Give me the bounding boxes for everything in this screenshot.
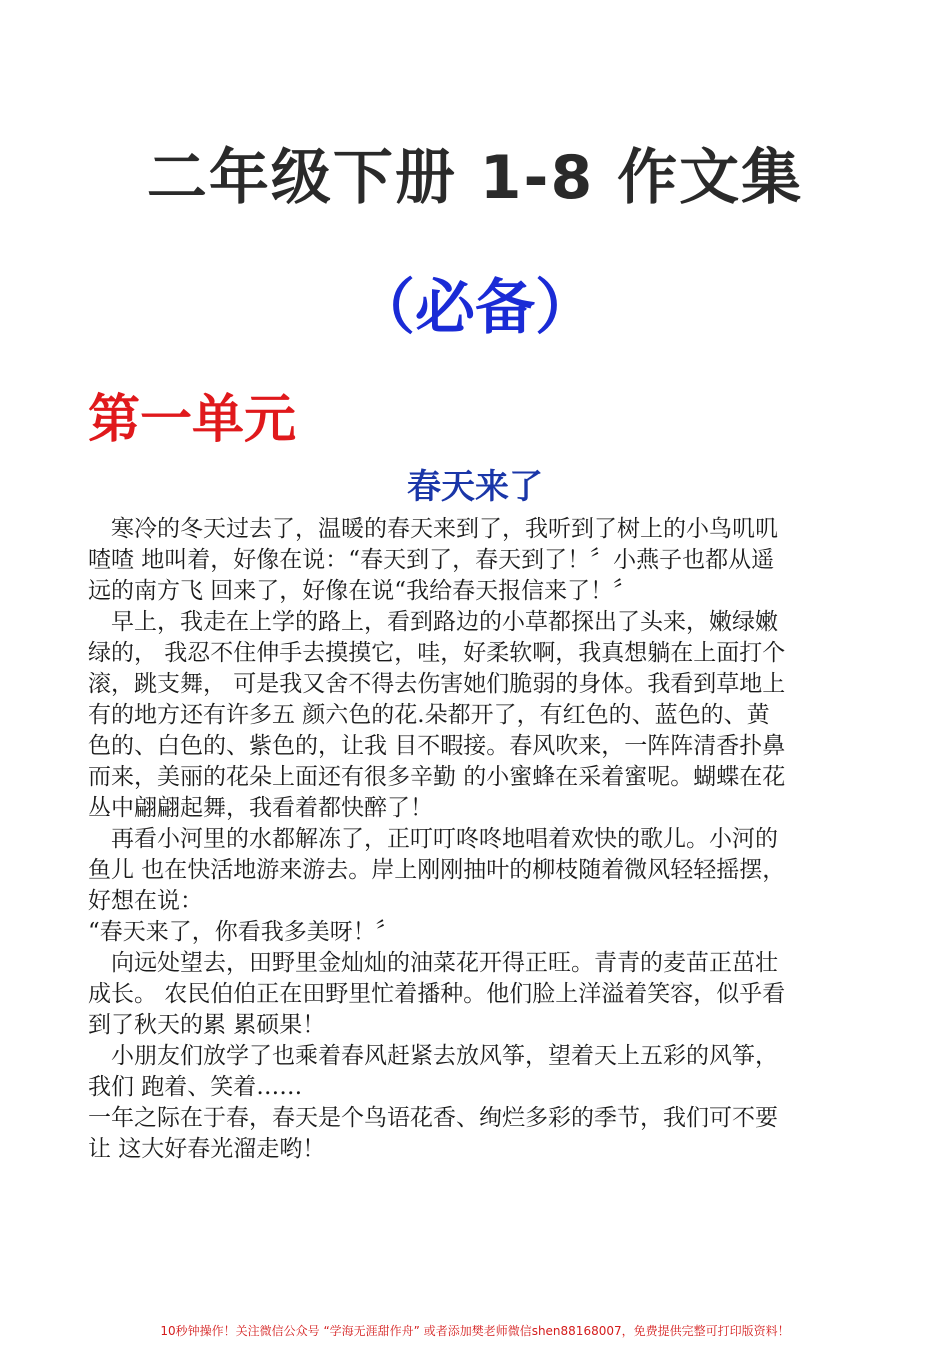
- essay-line: 小朋友们放学了也乘着春风赶紧去放风筝，望着天上五彩的风筝，: [88, 1043, 778, 1069]
- essay-line: 寒冷的冬天过去了，温暖的春天来到了，我听到了树上的小鸟叽叽: [88, 516, 778, 542]
- essay-line: 鱼儿 也在快活地游来游去。岸上刚刚抽叶的柳枝随着微风轻轻摇摆，: [88, 857, 786, 883]
- essay-line: 让 这大好春光溜走哟！: [88, 1136, 326, 1162]
- essay-line: 我们 跑着、笑着……: [88, 1074, 303, 1100]
- essay-line: 滚，跳支舞， 可是我又舍不得去伤害她们脆弱的身体。我看到草地上: [88, 671, 786, 697]
- essay-line: 向远处望去，田野里金灿灿的油菜花开得正旺。青青的麦苗正茁壮: [88, 950, 778, 976]
- essay-line: 好想在说：: [88, 888, 203, 914]
- essay-line: 成长。 农民伯伯正在田野里忙着播种。他们脸上洋溢着笑容，似乎看: [88, 981, 786, 1007]
- essay-line: 丛中翩翩起舞，我看着都快醉了！: [88, 795, 433, 821]
- essay-line: 早上，我走在上学的路上，看到路边的小草都探出了头来，嫩绿嫩: [88, 609, 778, 635]
- essay-line: 色的、白色的、紫色的，让我 目不暇接。春风吹来，一阵阵清香扑鼻: [88, 733, 786, 759]
- main-title: 二年级下册 1-8 作文集: [146, 143, 804, 213]
- footer-promo-note: 10秒钟操作！关注微信公众号 “学海无涯甜作舟” 或者添加樊老师微信shen88168007，免费提供完整可打印版资料！: [160, 1324, 790, 1338]
- essay-line: 远的南方飞 回来了，好像在说“我给春天报信来了！〞: [88, 578, 637, 604]
- essay-line: 再看小河里的水都解冻了，正叮叮咚咚地唱着欢快的歌儿。小河的: [88, 826, 778, 852]
- essay-line: 一年之际在于春，春天是个鸟语花香、绚烂多彩的季节，我们可不要: [88, 1105, 778, 1131]
- essay-line: 有的地方还有许多五 颜六色的花.朵都开了，有红色的、蓝色的、黄: [88, 702, 770, 728]
- essay-body: [88, 514, 866, 1165]
- unit-heading: 第一单元: [88, 389, 297, 450]
- essay-line: 绿的， 我忍不住伸手去摸摸它，哇，好柔软啊，我真想躺在上面打个: [88, 640, 786, 666]
- subtitle: （必备）: [355, 273, 595, 343]
- essay-line: “春天来了，你看我多美呀！〞: [88, 919, 399, 945]
- essay-line: 而来，美丽的花朵上面还有很多辛勤 的小蜜蜂在采着蜜呢。蝴蝶在花: [88, 764, 786, 790]
- essay-line: 到了秋天的累 累硕果！: [88, 1012, 326, 1038]
- essay-title: 春天来了: [407, 467, 543, 507]
- essay-line: 喳喳 地叫着，好像在说：“春天到了，春天到了！〞小燕子也都从遥: [88, 547, 775, 573]
